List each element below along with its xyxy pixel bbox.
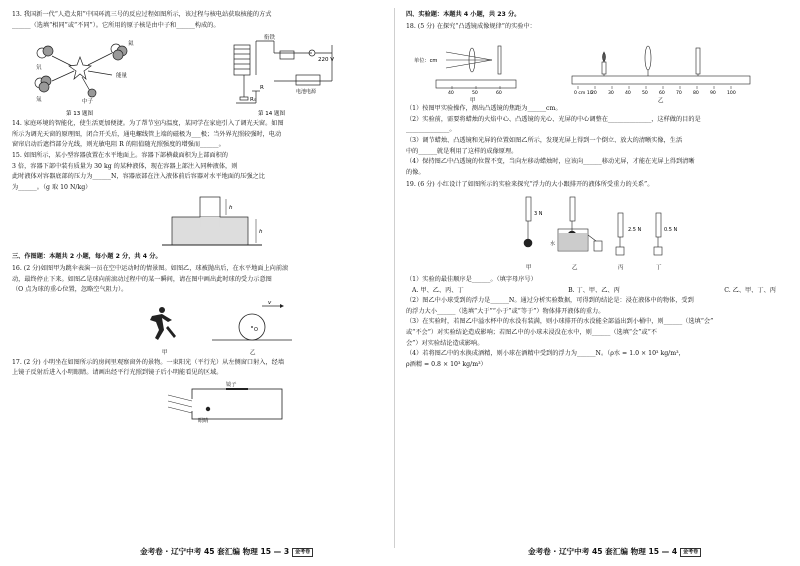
label-voltage: 220 V — [318, 57, 335, 64]
q17-line2: 上镜子反射后进入小明眼睛。请画出经平行光照到镜子后小明能看见的区域。 — [12, 369, 223, 377]
reading-2-5n: 2.5 N — [628, 226, 642, 233]
optical-bench — [572, 46, 750, 84]
ruler-tick-label: 50 — [472, 91, 478, 97]
option-b: B. 丁、甲、乙、丙 — [568, 286, 620, 294]
label-water: 水 — [550, 240, 556, 247]
ruler-tick-label: 100 — [727, 91, 736, 97]
label-r0: R₀ — [250, 97, 257, 104]
q18-line5: 中的______就是利用了这样的成像原理。 — [406, 147, 518, 155]
fig14-caption: 第 14 题图 — [258, 111, 285, 118]
q14-line1: 14. 家庭环境的智能化，使生活更加便捷。为了帮节室内温度，某同学在家庭引入了调光天窗。如图 — [12, 120, 284, 128]
caption-bing-19: 丙 — [618, 264, 624, 271]
q18-line1: （1）按图甲实验操作，测出凸透镜的焦距为______cm。 — [406, 105, 562, 113]
q13-line1: 13. 我国新一代“人造太阳”中国环流三号的反应过程如图所示，该过程与核电站获取核能的方式 — [12, 11, 272, 18]
caption-yi: 乙 — [250, 349, 256, 356]
ruler-a-ticks — [448, 86, 502, 96]
option-c: C. 乙、甲、丁、丙 — [724, 286, 776, 294]
footer-left-text: 金考卷 · 辽宁中考 45 套汇编 物理 15 — 3 — [140, 547, 290, 556]
lens-experiment-diagrams — [406, 32, 782, 104]
q19-line8: ρ酒精 = 0.8 × 10³ kg/m³） — [406, 360, 487, 368]
ruler-tick-label: 80 — [693, 91, 699, 97]
unit-label: 单位：cm — [414, 58, 438, 65]
ruler-tick-label: 60 — [496, 91, 502, 97]
skydiver-figure — [150, 307, 176, 340]
q18-figures — [406, 32, 782, 104]
ruler-tick-label: 20 — [591, 91, 597, 97]
label-eye: 眼睛 — [198, 417, 209, 424]
brand-logo-right: 金考卷 — [680, 548, 701, 557]
ruler-b-ticks — [574, 86, 736, 96]
container-diagram — [12, 193, 388, 249]
caption-jia-18: 甲 — [470, 98, 476, 105]
q15-line3: 此时液体对容器底部的压力为______N，容器底部在注入液体前后容器对水平地面的压强之比 — [12, 173, 265, 181]
ruler-tick-label: 70 — [676, 91, 682, 97]
q17-figure — [12, 379, 388, 429]
q18-line7: 的像。 — [406, 168, 425, 176]
spring-scales — [524, 197, 662, 255]
ruler-tick-label: 0 cm 10 — [574, 91, 593, 97]
q16-line1: 16. (2 分)如图甲为跳伞表演一员在空中运动时的情景图。如图乙，球被抛出后，在水平地面上向前滚 — [12, 264, 289, 272]
q14-line3: 窗帘启动后遮挡部分光线，则光敏电阻 R 的阻值随光照强度的增强而______。 — [12, 141, 225, 149]
q14-line2: 所示为调光天窗的原理图，闭合开关后，通电螺线管上端的磁极为___极；当外界光照较强时，电动 — [12, 130, 282, 138]
q18-line2: （2）实验前，需要将蜡烛的火焰中心、凸透镜的光心、光屏的中心调整在______________，这样做的目的是 — [406, 115, 701, 123]
brand-logo: 金考卷 — [292, 548, 313, 557]
circuit-diagram — [234, 41, 335, 103]
q19-line5: 或“不会”）对实验结论造成影响；若图乙中的小球未浸没在水中，则______（选填“会”或“不 — [406, 328, 657, 336]
label-v: v — [268, 299, 272, 306]
q16-figures — [12, 296, 388, 358]
ruler-tick-label: 30 — [608, 91, 614, 97]
q19-line7: （4）若将图乙中的水换成酒精，则小球在酒精中受到的浮力为______N。（ρ水 = 1.0 × 10³ kg/m³， — [406, 350, 685, 358]
footer-left — [140, 546, 313, 557]
ruler-tick-label: 90 — [710, 91, 716, 97]
ruler-tick-label: 60 — [659, 91, 665, 97]
q17-line1: 17. (2 分) 小明坐在如图所示的房间里观察窗外的景物。一束阳光（平行光）从左侧窗口射入，经墙 — [12, 358, 285, 366]
q18-line6: （4）保持图乙中凸透镜的位置不变，当向左移动蜡烛时，应该向______移动光屏，才能在光屏上得到清晰 — [406, 158, 695, 166]
right-column — [406, 10, 782, 370]
label-iron: 衔铁 — [264, 35, 276, 42]
q16-line3: （O 点为球的重心位置，忽略空气阻力）。 — [12, 286, 128, 294]
q18-line4: （3）调节蜡烛、凸透镜和光屏的位置如图乙所示，发现光屏上得到一个倒立、放大的清晰实像，生活 — [406, 136, 683, 144]
label-o: O — [254, 326, 258, 333]
q15-figure — [12, 193, 388, 249]
q13-line2: ______（选填“相同”或“不同”）。它所用的原子核是由中子和______构成的。 — [12, 21, 220, 29]
buoyancy-experiment-diagram — [406, 191, 782, 275]
caption-jia: 甲 — [162, 349, 168, 356]
section-4-title: 四、实验题：本题共 4 小题，共 23 分。 — [406, 11, 521, 18]
label-h-upper: h — [229, 205, 233, 212]
fig13-caption: 第 13 题图 — [66, 111, 93, 118]
footer-right-text: 金考卷 · 辽宁中考 45 套汇编 物理 15 — 4 — [528, 547, 678, 556]
q16-line2: 动，最终停止下来。如图乙是球向前滚动过程中的某一瞬间，请在图中画出此时球的受力示意图 — [12, 275, 272, 283]
skydiver-and-ball-diagram — [12, 296, 388, 358]
q19-options — [406, 286, 782, 296]
q18-line0: 18. (5 分) 在探究“凸透镜成像规律”的实验中： — [406, 22, 536, 30]
label-r: R — [260, 85, 264, 92]
water-fill — [558, 233, 587, 251]
q19-line0: 19. (6 分) 小红设计了如图所示的实验来探究“浮力的大小跟排开的液体所受重力的关系”。 — [406, 181, 654, 189]
section-3-title: 三、作图题：本题共 2 小题，每小题 2 分，共 4 分。 — [12, 253, 162, 261]
reading-3n: 3 N — [534, 210, 543, 217]
caption-ding-19: 丁 — [656, 264, 662, 271]
fusion-diagram — [35, 44, 127, 97]
caption-jia-19: 甲 — [526, 264, 532, 271]
left-column — [12, 10, 388, 429]
option-a: A. 甲、乙、丙、丁 — [412, 286, 464, 294]
q18-line3: ______________。 — [406, 126, 456, 134]
label-energy: 能量 — [116, 73, 128, 80]
ruler-tick-label: 50 — [642, 91, 648, 97]
fusion-and-circuit-diagrams — [12, 31, 388, 119]
focal-length-setup — [436, 46, 516, 88]
rolling-ball — [212, 304, 292, 340]
q15-line1: 15. 如图所示，某小型容器放置在水平地面上。容器下部横截面积为上部面积的 — [12, 151, 228, 159]
q19-line3: 的浮力大小______（选填“大于”“小于”或“等于”）物体排开液体的重力。 — [406, 307, 605, 315]
label-tritium: 氚 — [36, 97, 42, 104]
column-divider — [394, 8, 395, 548]
label-helium: 氦 — [128, 41, 134, 48]
caption-yi-19: 乙 — [572, 264, 578, 271]
label-mirror: 镜子 — [226, 381, 237, 388]
label-deuterium: 氘 — [36, 65, 42, 72]
caption-yi-18: 乙 — [658, 98, 664, 105]
ruler-tick-label: 40 — [625, 91, 631, 97]
label-neutron: 中子 — [82, 99, 94, 106]
q19-line4: （3）在实验时，若图乙中溢水杯中的水没有装满，则小球排开的水没能全部溢出到小桶中，则______（选填“会” — [406, 318, 714, 326]
q13-q14-figures — [12, 31, 388, 119]
q19-line2: （2）图乙中小球受到的浮力是______N。通过分析实验数据，可得到的结论是：浸在液体中的物体，受到 — [406, 297, 694, 305]
footer-right — [528, 546, 701, 557]
q19-line6: 会”）对实验结论造成影响。 — [406, 339, 484, 347]
reading-0-5n: 0.5 N — [664, 226, 678, 233]
label-source: 电池电源 — [296, 89, 317, 96]
label-h-lower: h — [259, 229, 263, 236]
q15-line4: 为______。（g 取 10 N/kg） — [12, 183, 92, 191]
q15-line2: 3 倍，容器下部中装有质量为 30 kg 的某种液体，现在容器上部注入同种液体，则 — [12, 162, 238, 170]
q19-line1: （1）实验的最佳顺序是______。（填字母序号） — [406, 275, 537, 283]
q19-figures — [406, 191, 782, 275]
ruler-tick-label: 40 — [448, 91, 454, 97]
